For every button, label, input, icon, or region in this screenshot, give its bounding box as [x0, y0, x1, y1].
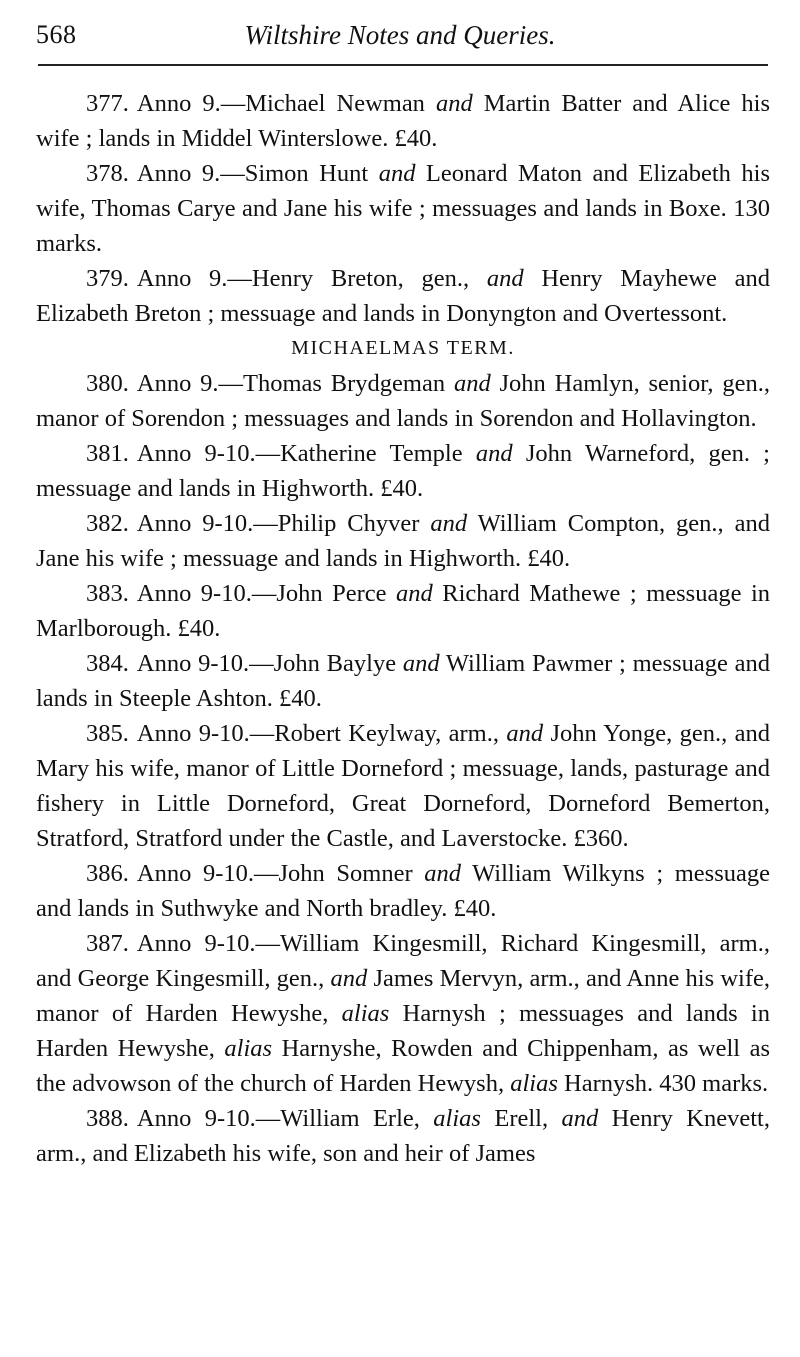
entry-text: Harnysh ; messuages and lands in Harden Hewyshe,	[36, 1000, 770, 1062]
entry-number: 383.	[86, 580, 129, 607]
entry-number: 377.	[86, 90, 129, 117]
italic-connector: and	[486, 265, 524, 292]
page-header	[36, 14, 764, 54]
entry-text: Anno 9-10.—William Kingesmill, Richard Kingesmill, arm., and George Kingesmill, gen.,	[36, 930, 770, 992]
entry-text: James Mervyn, arm., and Anne his wife, manor of Harden Hewyshe,	[36, 965, 770, 1027]
italic-connector: and	[330, 965, 368, 992]
italic-connector: and	[475, 440, 513, 467]
entry-text: Henry Knevett, arm., and Elizabeth his wife, son and heir of James	[36, 1105, 770, 1167]
entry-378	[36, 156, 770, 261]
entry-381	[36, 436, 770, 506]
italic-connector: and	[402, 650, 440, 677]
entry-text: Anno 9-10.—John Perce	[136, 580, 396, 607]
entry-text: Anno 9-10.—William Erle,	[136, 1105, 434, 1132]
italic-connector: and	[430, 510, 468, 537]
entry-number: 388.	[86, 1105, 129, 1132]
entry-number: 384.	[86, 650, 129, 677]
entry-text: William Wilkyns ; messuage and lands in Suthwyke and North bradley. £40.	[36, 860, 770, 922]
entry-382	[36, 506, 770, 576]
entry-386	[36, 856, 770, 926]
italic-connector: and	[378, 160, 416, 187]
entry-388	[36, 1101, 770, 1171]
entry-number: 386.	[86, 860, 129, 887]
entry-text: Anno 9-10.—Philip Chyver	[136, 510, 431, 537]
entry-377	[36, 86, 770, 156]
entry-text: Anno 9-10.—Katherine Temple	[136, 440, 476, 467]
entry-number: 382.	[86, 510, 129, 537]
entry-text: Leonard Maton and Elizabeth his wife, Thomas Carye and Jane his wife ; messuages and lands in Boxe. 130 marks.	[36, 160, 770, 257]
italic-connector: alias	[224, 1035, 273, 1062]
entry-number: 387.	[86, 930, 129, 957]
entry-text: Anno 9.—Henry Breton, gen.,	[136, 265, 487, 292]
entry-number: 380.	[86, 370, 129, 397]
entry-text: Anno 9.—Thomas Brydgeman	[136, 370, 454, 397]
header-rule	[38, 64, 768, 66]
italic-connector: alias	[433, 1105, 481, 1132]
entry-379	[36, 261, 770, 331]
section-heading: MICHAELMAS TERM.	[291, 337, 515, 359]
entry-number: 381.	[86, 440, 129, 467]
italic-connector: alias	[341, 1000, 390, 1027]
entry-383	[36, 576, 770, 646]
entry-text: Anno 9.—Simon Hunt	[136, 160, 379, 187]
entries-group-after	[36, 366, 770, 1171]
entry-387	[36, 926, 770, 1101]
entries-group-before	[36, 86, 770, 331]
entry-text: Richard Mathewe ; messuage in Marlborough. £40.	[36, 580, 770, 642]
entry-text: Anno 9-10.—Robert Keylway, arm.,	[136, 720, 507, 747]
running-title: Wiltshire Notes and Queries.	[244, 20, 556, 50]
entry-text: John Yonge, gen., and Mary his wife, manor of Little Dorneford ; messuage, lands, pasturage and fishery in Little Dorneford, Great Dorneford, Dorneford Bemerton, Stratford, Stratford under the Castle, and Laverstocke. £360.	[36, 720, 770, 852]
entry-text: John Warneford, gen. ; messuage and lands in Highworth. £40.	[36, 440, 770, 502]
entry-number: 385.	[86, 720, 129, 747]
entry-text: Martin Batter and Alice his wife ; lands in Middel Winterslowe. £40.	[36, 90, 770, 152]
entry-text: John Hamlyn, senior, gen., manor of Sorendon ; messuages and lands in Sorendon and Hollavington.	[36, 370, 771, 432]
entry-text: William Compton, gen., and Jane his wife ; messuage and lands in Highworth. £40.	[36, 510, 770, 572]
italic-connector: and	[453, 370, 491, 397]
page-number: 568	[36, 20, 77, 49]
italic-connector: and	[561, 1105, 599, 1132]
entry-text: Henry Mayhewe and Elizabeth Breton ; messuage and lands in Donyngton and Overtessont.	[36, 265, 771, 327]
entry-text: Anno 9-10.—John Baylye	[136, 650, 403, 677]
entry-text: Harnyshe, Rowden and Chippenham, as well as the advowson of the church of Harden Hewysh,	[36, 1035, 770, 1097]
entry-text: Anno 9-10.—John Somner	[136, 860, 425, 887]
entry-text: William Pawmer ; messuage and lands in Steeple Ashton. £40.	[36, 650, 770, 712]
italic-connector: alias	[510, 1070, 558, 1097]
italic-connector: and	[396, 580, 433, 607]
entry-385	[36, 716, 770, 856]
italic-connector: and	[506, 720, 544, 747]
entry-number: 378.	[86, 160, 129, 187]
entry-text: Anno 9.—Michael Newman	[136, 90, 436, 117]
entry-380	[36, 366, 770, 436]
page-body	[36, 86, 770, 1171]
italic-connector: and	[424, 860, 461, 887]
entry-number: 379.	[86, 265, 129, 292]
entry-384	[36, 646, 770, 716]
entry-text: Erell,	[480, 1105, 562, 1132]
italic-connector: and	[435, 90, 473, 117]
entry-text: Harnysh. 430 marks.	[557, 1070, 769, 1097]
